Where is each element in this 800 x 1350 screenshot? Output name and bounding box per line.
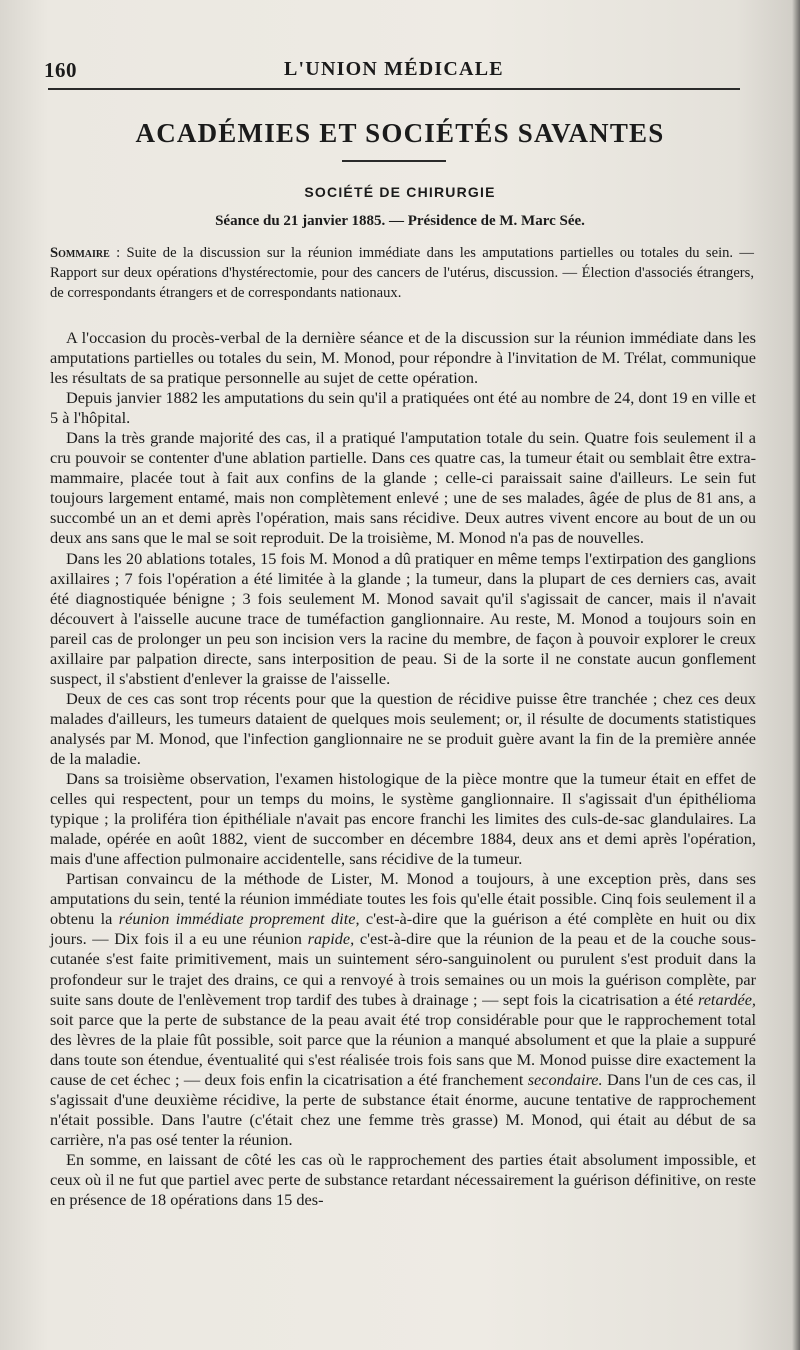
text-run: c'est-à-dire que la réunion de la peau et de la couche sous-cutanée s'est faite primitivement, mais un suintement séro-sanguinolent ou purulent s'est produit dans la profondeur sur le trajet des drains, ce qui a renvoyé à trois semaines ou un mois la guérison complète, par suite sans doute de l'enlèvement trop tardif des tubes à drainage ; — sept fois la cicatrisation a été bbox=[50, 929, 756, 1009]
title-rule bbox=[342, 160, 446, 162]
italic-run: secondaire. bbox=[527, 1069, 603, 1089]
summary-text: : Suite de la discussion sur la réunion immédiate dans les amputations partielles ou totales du sein. — Rapport sur deux opérations d'hystérectomie, pour des cancers de l'utérus, discussion. — Élection d'associés étrangers, de correspondants étrangers et de correspondants nationaux. bbox=[50, 245, 754, 301]
paragraph: Dans la très grande majorité des cas, il a pratiqué l'amputation totale du sein. Quatre fois seulement il a cru pouvoir se contenter d'une ablation partielle. Dans ces quatre cas, la tumeur était ou semblait être extra-mammaire, placée tout à fait aux confins de la glande ; celle-ci paraissait saine d'ailleurs. Le sein fut toujours largement entamé, mais non complètement enlevé ; une de ses malades, âgée de plus de 81 ans, a succombé un an et demi après l'opération, mais sans récidive. Deux autres vivent encore au bout de un ou deux ans sans que le mal se soit reproduit. De la troisième, M. Monod n'a pas de nouvelles. bbox=[50, 428, 756, 548]
session-line: Séance du 21 janvier 1885. — Présidence de M. Marc Sée. bbox=[215, 213, 585, 229]
paragraph: Dans les 20 ablations totales, 15 fois M. Monod a dû pratiquer en même temps l'extirpation des ganglions axillaires ; 7 fois l'opération a été limitée à la glande ; la tumeur, dans la plupart de ces derniers cas, avait été diagnostiquée bénigne ; 3 fois seulement M. Monod savait qu'il s'agissait de cancer, mais il n'avait découvert à l'aisselle aucune trace de tuméfaction ganglionnaire. Au reste, M. Monod a toujours soin en pareil cas de prolonger un peu son incision vers la racine du membre, de façon à pouvoir explorer le creux axillaire par palpation directe, sans interposition de peau. Si de la sorte il ne constate aucun gonflement suspect, il s'abstient d'enlever la graisse de l'aisselle. bbox=[50, 548, 756, 688]
text-run: c'est-à-dire que la guérison a été complète en huit ou dix jours. — Dix fois il a eu une réunion bbox=[50, 909, 756, 949]
paragraph: En somme, en laissant de côté les cas où le rapprochement des parties était absolument impossible, et ceux où il ne fut que partiel avec perte de substance retardant nécessairement la guérison définitive, on reste en présence de 18 opérations dans 15 des- bbox=[50, 1149, 756, 1210]
section-title: ACADÉMIES ET SOCIÉTÉS SAVANTES bbox=[135, 118, 665, 148]
text-run: Partisan convaincu de la méthode de Lister, M. Monod a toujours, à une exception près, dans ses amputations du sein, tenté la réunion immédiate toutes les fois qu'elle était possible. Cinq fois seulement il a obtenu la bbox=[50, 869, 756, 929]
summary-paragraph bbox=[50, 243, 754, 303]
italic-run: retardée, bbox=[697, 989, 756, 1009]
summary-label: Sommaire bbox=[50, 245, 110, 261]
text-run: soit parce que la perte de substance de la peau avait été trop considérable pour que le rapprochement total des lèvres de la plaie fût possible, soit parce que la réunion a manqué absolument et que la plaie a suppuré dans toute son étendue, éventualité qui s'est réalisée trois fois sans que M. Monod puisse dire exactement la cause de cet échec ; — deux fois enfin la cicatrisation a été franchement bbox=[50, 1009, 756, 1089]
society-heading: SOCIÉTÉ DE CHIRURGIE bbox=[304, 184, 496, 200]
header-rule bbox=[48, 88, 740, 90]
page-number: 160 bbox=[44, 58, 77, 82]
text-run: Dans l'un de ces cas, il s'agissait d'une deuxième récidive, la perte de substance était énorme, aucune tentative de rapprochement n'était possible. Dans l'autre (c'était chez une femme très grasse) M. Monod, qui était au début de sa carrière, n'a pas osé tenter la réunion. bbox=[50, 1069, 756, 1149]
page-header bbox=[44, 58, 744, 84]
page-edge-shadow bbox=[792, 0, 800, 1350]
italic-run: rapide, bbox=[307, 929, 355, 949]
article-body bbox=[50, 328, 756, 1210]
running-title: L'UNION MÉDICALE bbox=[284, 58, 504, 80]
paragraph: Deux de ces cas sont trop récents pour que la question de récidive puisse être tranchée ; chez ces deux malades d'ailleurs, les tumeurs dataient de quelques mois seulement; or, il résulte de documents statistiques analysés par M. Monod, que l'infection ganglionnaire ne se produit guère avant la fin de la première année de la maladie. bbox=[50, 688, 756, 768]
paragraph-with-italics bbox=[50, 869, 756, 1150]
paragraph: Depuis janvier 1882 les amputations du sein qu'il a pratiquées ont été au nombre de 24, dont 19 en ville et 5 à l'hôpital. bbox=[50, 388, 756, 428]
paragraph: Dans sa troisième observation, l'examen histologique de la pièce montre que la tumeur était en effet de celles qui respectent, pour un temps du moins, le système ganglionnaire. Il s'agissait d'un épithélioma typique ; la proliféra tion épithéliale n'avait pas encore franchi les limites des culs-de-sac glandulaires. La malade, opérée en août 1882, vient de succomber en décembre 1884, deux ans et demi après l'opération, mais d'une affection pulmonaire accidentelle, sans récidive de la tumeur. bbox=[50, 769, 756, 869]
italic-run: réunion immédiate proprement dite, bbox=[118, 909, 360, 929]
paragraph: A l'occasion du procès-verbal de la dernière séance et de la discussion sur la réunion immédiate dans les amputations partielles ou totales du sein, M. Monod, pour répondre à l'invitation de M. Trélat, communique les résultats de sa pratique personnelle au sujet de cette opération. bbox=[50, 328, 756, 388]
